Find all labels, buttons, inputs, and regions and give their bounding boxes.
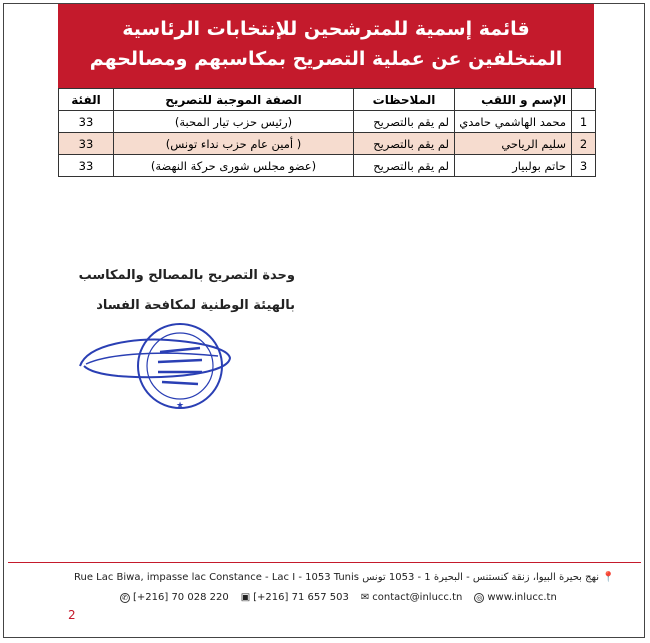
candidate-category: 33 xyxy=(59,111,114,133)
header-num xyxy=(572,89,596,111)
envelope-icon: ✉ xyxy=(360,592,370,603)
row-number: 2 xyxy=(572,133,596,155)
website-contact xyxy=(474,592,556,603)
row-number: 3 xyxy=(572,155,596,177)
candidate-name: محمد الهاشمي حامدي xyxy=(455,111,572,133)
fax-number: [+216] 71 657 503 xyxy=(253,592,349,603)
candidates-table xyxy=(58,88,596,177)
phone-number: [+216] 70 028 220 xyxy=(133,592,229,603)
candidate-capacity: (عضو مجلس شورى حركة النهضة) xyxy=(114,155,354,177)
table-header-row xyxy=(59,89,596,111)
table-row xyxy=(59,133,596,155)
header-category: الفئة xyxy=(59,89,114,111)
svg-text:★: ★ xyxy=(176,401,185,411)
title-line-2: المتخلفين عن عملية التصريح بمكاسبهم ومصالحهم xyxy=(89,48,563,70)
address-arabic: نهج بحيرة البيوا، زنقة كنستنس - البحيرة 1 - 1053 تونس xyxy=(362,572,599,583)
location-pin-icon: 📍 xyxy=(602,572,615,583)
header-notes: الملاحظات xyxy=(354,89,455,111)
document-title-banner xyxy=(58,4,594,88)
official-stamp xyxy=(78,318,238,418)
phone-contact xyxy=(120,592,229,603)
candidate-note: لم يقم بالتصريح xyxy=(354,133,455,155)
phone-icon: ✆ xyxy=(120,593,130,603)
fax-contact xyxy=(241,592,349,603)
table-row xyxy=(59,111,596,133)
website-url: www.inlucc.tn xyxy=(487,592,557,603)
page-number: 2 xyxy=(68,608,76,622)
footer-divider xyxy=(8,562,641,563)
candidate-name: سليم الرياحي xyxy=(455,133,572,155)
table-row xyxy=(59,155,596,177)
globe-icon: ◎ xyxy=(476,593,483,602)
signature-line-1: وحدة التصريح بالمصالح والمكاسب xyxy=(78,268,295,283)
header-capacity: الصفة الموجبة للتصريح xyxy=(114,89,354,111)
candidate-category: 33 xyxy=(59,133,114,155)
address-french: Rue Lac Biwa, impasse lac Constance - Lac I - 1053 Tunis xyxy=(74,572,359,583)
email-address: contact@inlucc.tn xyxy=(372,592,463,603)
header-name: الإسم و اللقب xyxy=(455,89,572,111)
email-contact xyxy=(361,592,462,603)
signature-line-2: بالهيئة الوطنية لمكافحة الفساد xyxy=(96,298,295,313)
candidate-category: 33 xyxy=(59,155,114,177)
footer-contacts xyxy=(120,592,557,603)
candidate-note: لم يقم بالتصريح xyxy=(354,155,455,177)
title-line-1: قائمة إسمية للمترشحين للإنتخابات الرئاسية xyxy=(122,18,530,40)
candidate-note: لم يقم بالتصريح xyxy=(354,111,455,133)
fax-icon: ▣ xyxy=(240,592,251,603)
row-number: 1 xyxy=(572,111,596,133)
candidate-capacity: (رئيس حزب تيار المحبة) xyxy=(114,111,354,133)
footer-address xyxy=(74,572,615,583)
candidate-capacity: ( أمين عام حزب نداء تونس) xyxy=(114,133,354,155)
candidate-name: حاتم بولبيار xyxy=(455,155,572,177)
